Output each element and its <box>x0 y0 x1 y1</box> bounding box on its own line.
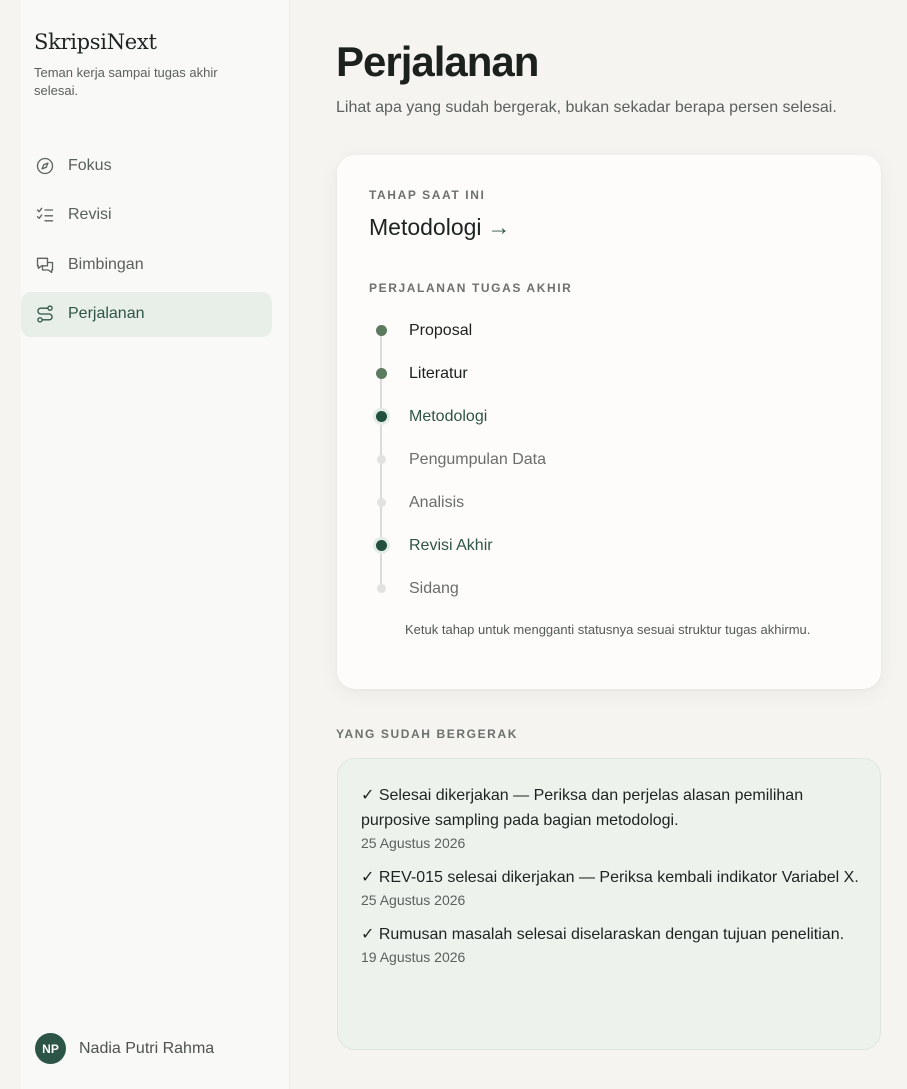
checklist-icon <box>34 204 56 226</box>
step-label: Sidang <box>409 579 459 597</box>
sidebar-nav <box>21 143 272 341</box>
step-done-dot <box>376 368 387 379</box>
sidebar-item-label: Perjalanan <box>68 305 145 323</box>
step-label: Analisis <box>409 493 465 511</box>
moved-text: ✓ Rumusan masalah selesai diselaraskan dengan tujuan penelitian. <box>361 926 845 943</box>
journey-step-sidang[interactable] <box>369 567 849 610</box>
moved-text: ✓ REV-015 selesai dikerjakan — Periksa kembali indikator Variabel X. <box>361 869 859 886</box>
journey-hint: Ketuk tahap untuk mengganti statusnya sesuai struktur tugas akhirmu. <box>405 622 811 637</box>
step-label: Revisi Akhir <box>409 536 493 554</box>
route-icon <box>34 303 56 325</box>
step-pending-dot <box>377 498 386 507</box>
moved-card <box>337 758 881 1050</box>
moved-date: 25 Agustus 2026 <box>361 835 466 851</box>
sidebar-item-fokus[interactable] <box>21 143 272 188</box>
list-item <box>361 922 861 965</box>
journey-card <box>337 155 881 689</box>
user-name: Nadia Putri Rahma <box>79 1039 215 1057</box>
avatar: NP <box>35 1033 66 1064</box>
moved-text: ✓ Selesai dikerjakan — Periksa dan perjelas alasan pemilihan purposive sampling pada bagian metodologi. <box>361 787 804 829</box>
step-label: Pengumpulan Data <box>409 450 546 468</box>
step-pending-dot <box>377 584 386 593</box>
compass-icon <box>34 155 56 177</box>
step-done-dot <box>376 325 387 336</box>
moved-date: 19 Agustus 2026 <box>361 949 466 965</box>
page-title: Perjalanan <box>336 38 539 85</box>
step-current-dot <box>376 411 387 422</box>
sidebar-item-label: Bimbingan <box>68 255 144 273</box>
user-profile[interactable] <box>35 1033 214 1064</box>
moved-list <box>361 783 861 979</box>
journey-timeline <box>369 309 849 610</box>
journey-step-pengumpulan-data[interactable] <box>369 438 849 481</box>
moved-section-label: YANG SUDAH BERGERAK <box>336 727 518 741</box>
journey-step-analisis[interactable] <box>369 481 849 524</box>
page-subtitle: Lihat apa yang sudah bergerak, bukan sekadar berapa persen selesai. <box>336 99 837 116</box>
brand-logo: SkripsiNext <box>34 30 157 54</box>
brand-tagline: Teman kerja sampai tugas akhir selesai. <box>34 65 218 98</box>
sidebar-item-label: Revisi <box>68 206 112 224</box>
step-label: Literatur <box>409 364 468 382</box>
current-stage-value: Metodologi <box>369 214 482 240</box>
sidebar-item-bimbingan[interactable] <box>21 242 272 287</box>
step-pending-dot <box>377 455 386 464</box>
list-item <box>361 783 861 851</box>
current-stage-label: TAHAP SAAT INI <box>369 188 486 202</box>
sidebar <box>21 0 290 1089</box>
step-current-dot <box>376 540 387 551</box>
journey-step-proposal[interactable] <box>369 309 849 352</box>
moved-date: 25 Agustus 2026 <box>361 892 466 908</box>
journey-label: PERJALANAN TUGAS AKHIR <box>369 281 573 295</box>
chat-bubbles-icon <box>34 254 56 276</box>
current-stage-link[interactable] <box>369 214 511 241</box>
step-label: Metodologi <box>409 407 488 425</box>
list-item <box>361 865 861 908</box>
arrow-right-icon: → <box>487 214 511 240</box>
sidebar-item-revisi[interactable] <box>21 193 272 238</box>
step-label: Proposal <box>409 321 473 339</box>
sidebar-item-label: Fokus <box>68 156 112 174</box>
journey-step-metodologi[interactable] <box>369 395 849 438</box>
journey-step-literatur[interactable] <box>369 352 849 395</box>
journey-step-revisi-akhir[interactable] <box>369 524 849 567</box>
sidebar-item-perjalanan[interactable] <box>21 292 272 337</box>
